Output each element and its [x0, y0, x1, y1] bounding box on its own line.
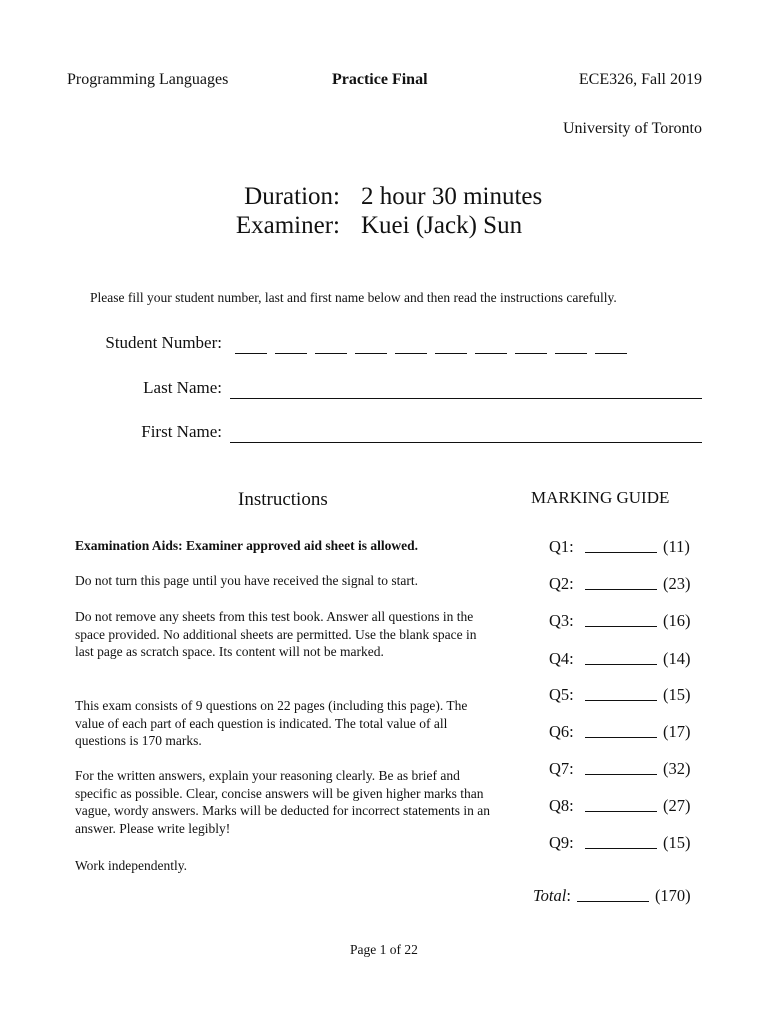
- marking-row: [549, 759, 691, 779]
- first-name-field[interactable]: [230, 442, 702, 443]
- total-marks: (170): [654, 886, 691, 905]
- digit-blank[interactable]: [275, 353, 307, 354]
- score-blank[interactable]: [585, 797, 657, 812]
- university: University of Toronto: [562, 120, 702, 137]
- marking-row: [549, 649, 691, 669]
- marking-row: [549, 796, 691, 816]
- marking-row: [549, 833, 691, 853]
- question-label: Q1:: [549, 537, 574, 556]
- marking-row: [549, 685, 691, 705]
- question-marks: (16): [663, 611, 691, 630]
- question-label: Q4:: [549, 649, 574, 668]
- course-name: Programming Languages: [67, 71, 229, 88]
- total-score-blank[interactable]: [577, 887, 649, 902]
- question-marks: (23): [663, 574, 691, 593]
- exam-type: Practice Final: [332, 71, 428, 88]
- duration-value: 2 hour 30 minutes: [361, 183, 543, 210]
- total-label: Total: [533, 886, 567, 905]
- score-blank[interactable]: [585, 834, 657, 849]
- marking-row: [549, 722, 691, 742]
- instruction-paragraph: Do not turn this page until you have received the signal to start.: [75, 573, 419, 588]
- instruction-paragraph: For the written answers, explain your reasoning clearly. Be as brief and specific as possible. Clear, concise answers will be given higher marks than vague, wordy answers. Marks will be deducted for incorrect statements in an answer. Please write legibly!: [75, 768, 490, 836]
- score-blank[interactable]: [585, 538, 657, 553]
- examination-aids: Examination Aids: Examiner approved aid sheet is allowed.: [75, 538, 419, 553]
- examiner-label: Examiner:: [235, 212, 340, 239]
- question-marks: (32): [663, 759, 691, 778]
- digit-blank[interactable]: [435, 353, 467, 354]
- question-marks: (11): [663, 537, 690, 556]
- question-label: Q3:: [549, 611, 574, 630]
- instructions-heading: Instructions: [238, 489, 328, 510]
- examiner-value: Kuei (Jack) Sun: [361, 212, 523, 239]
- total-row: Total: (170): [533, 886, 691, 905]
- fill-prompt: Please fill your student number, last and first name below and then read the instructions carefully.: [90, 290, 617, 305]
- question-marks: (15): [663, 833, 691, 852]
- marking-row: [549, 574, 691, 594]
- duration-label: Duration:: [244, 183, 340, 210]
- score-blank[interactable]: [585, 723, 657, 738]
- page-number: Page 1 of 22: [350, 942, 418, 957]
- question-label: Q6:: [549, 722, 574, 741]
- digit-blank[interactable]: [315, 353, 347, 354]
- question-marks: (14): [663, 649, 691, 668]
- digit-blank[interactable]: [515, 353, 547, 354]
- digit-blank[interactable]: [555, 353, 587, 354]
- question-marks: (27): [663, 796, 691, 815]
- question-label: Q7:: [549, 759, 574, 778]
- digit-blank[interactable]: [595, 353, 627, 354]
- digit-blank[interactable]: [235, 353, 267, 354]
- last-name-field[interactable]: [230, 398, 702, 399]
- first-name-label: First Name:: [141, 422, 222, 441]
- question-label: Q5:: [549, 685, 574, 704]
- digit-blank[interactable]: [395, 353, 427, 354]
- instruction-paragraph: Do not remove any sheets from this test book. Answer all questions in the space provided. No additional sheets are permitted. Use the blank space in last page as scratch space. Its content will not be marked.: [75, 609, 477, 659]
- question-label: Q8:: [549, 796, 574, 815]
- marking-guide-heading: MARKING GUIDE: [531, 488, 670, 507]
- score-blank[interactable]: [585, 612, 657, 627]
- score-blank[interactable]: [585, 650, 657, 665]
- question-marks: (17): [663, 722, 691, 741]
- question-label: Q9:: [549, 833, 574, 852]
- score-blank[interactable]: [585, 760, 657, 775]
- instruction-paragraph: Work independently.: [75, 858, 188, 873]
- question-marks: (15): [663, 685, 691, 704]
- course-term: ECE326, Fall 2019: [578, 71, 702, 88]
- score-blank[interactable]: [585, 575, 657, 590]
- digit-blank[interactable]: [475, 353, 507, 354]
- last-name-label: Last Name:: [143, 378, 222, 397]
- score-blank[interactable]: [585, 686, 657, 701]
- marking-row: [549, 611, 691, 631]
- question-label: Q2:: [549, 574, 574, 593]
- digit-blank[interactable]: [355, 353, 387, 354]
- marking-row: [549, 537, 690, 557]
- instruction-paragraph: This exam consists of 9 questions on 22 pages (including this page). The value of each part of each question is indicated. The total value of all questions is 170 marks.: [75, 698, 468, 748]
- student-number-label: Student Number:: [105, 333, 222, 352]
